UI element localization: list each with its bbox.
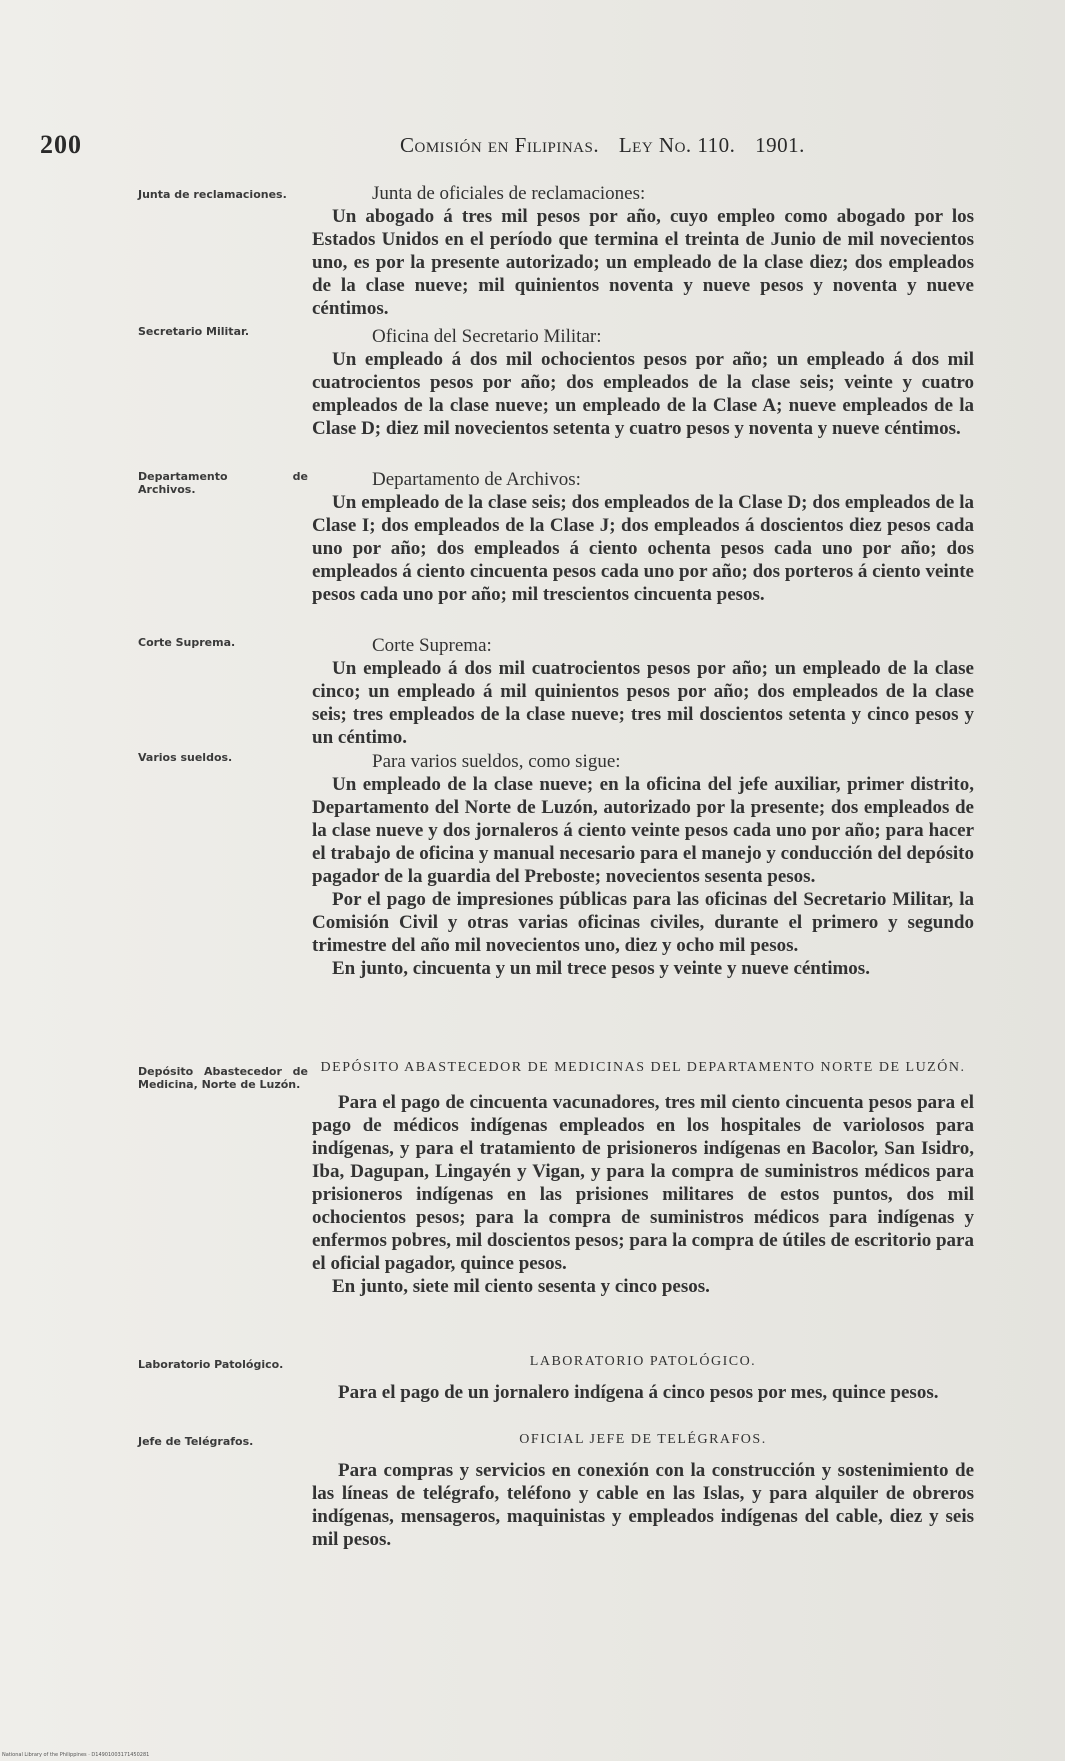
law-number: Ley No. 110. [618,133,736,157]
margin-note-junta: Junta de reclamaciones. [138,188,287,201]
section-heading: Para varios sueldos, como sigue: [372,751,621,772]
paragraph: En junto, siete mil ciento sesenta y cinco pesos. [332,1276,710,1297]
section-laboratorio [312,1352,974,1404]
section-heading: DEPÓSITO ABASTECEDOR DE MEDICINAS DEL DEPARTAMENTO NORTE DE LUZÓN. [320,1060,966,1075]
margin-note-telegrafos: Jefe de Telégrafos. [138,1435,254,1448]
paragraph: Por el pago de impresiones públicas para las oficinas del Secretario Militar, la Comisión Civil y otras varias oficinas civiles, durante el primero y segundo trimestre del año mil novecientos uno, diez y ocho mil pesos. [312,889,974,956]
section-corte [312,634,974,749]
section-heading: Oficina del Secretario Militar: [372,326,602,347]
margin-note-archivos: Departamento de Archivos. [138,470,308,496]
page-number: 200 [40,130,82,159]
section-varios [312,750,974,980]
year: 1901. [755,133,805,157]
margin-note-laboratorio: Laboratorio Patológico. [138,1358,284,1371]
paragraph: En junto, cincuenta y un mil trece pesos y veinte y nueve céntimos. [332,958,870,979]
margin-note-corte: Corte Suprema. [138,636,236,649]
paragraph: Para compras y servicios en conexión con la construcción y sostenimiento de las líneas de telégrafo, teléfono y cable en las Islas, y para alquiler de obreros indígenas, mensageros, maquinistas y empleados indígenas del cable, diez y seis mil pesos. [312,1460,974,1550]
paragraph: Un empleado á dos mil cuatrocientos pesos por año; un empleado de la clase cinco; un empleado á mil quinientos pesos por año; dos empleados de la clase seis; tres empleados de la clase nueve; tres mil doscientos setenta y cinco pesos y un céntimo. [312,658,974,748]
section-telegrafos [312,1430,974,1551]
margin-note-secretario: Secretario Militar. [138,325,250,338]
running-title: Comisión en Filipinas. [400,133,600,157]
paragraph: Un empleado á dos mil ochocientos pesos por año; un empleado á dos mil cuatrocientos pesos por año; dos empleados de la clase seis; veinte y cuatro empleados de la clase nueve; un empleado de la Clase A; nueve empleados de la Clase D; diez mil novecientos setenta y cuatro pesos y noventa y nueve céntimos. [312,349,974,439]
paragraph: Un empleado de la clase seis; dos empleados de la Clase D; dos empleados de la Clase I; dos empleados de la Clase J; dos empleados á doscientos diez pesos cada uno por año; dos empleados á ciento ochenta pesos cada uno por año; dos empleados á ciento cincuenta pesos cada uno por año; dos porteros á ciento veinte pesos cada uno por año; mil trescientos cincuenta pesos. [312,492,974,605]
section-junta [312,182,974,320]
running-header [400,133,805,158]
paragraph: Para el pago de cincuenta vacunadores, tres mil ciento cincuenta pesos para el pago de médicos indígenas empleados en los hospitales de variolosos para indígenas, y para el tratamiento de prisioneros indígenas en Bacolor, San Isidro, Iba, Dagupan, Lingayén y Vigan, y para la compra de suministros médicos para prisioneros indígenas en las prisiones militares de estos puntos, dos mil ochocientos pesos; para la compra de suministros médicos para indígenas y enfermos pobres, mil doscientos pesos; para la compra de útiles de escritorio para el oficial pagador, quince pesos. [312,1092,974,1274]
paragraph: Para el pago de un jornalero indígena á cinco pesos por mes, quince pesos. [338,1382,939,1403]
paragraph: Un empleado de la clase nueve; en la oficina del jefe auxiliar, primer distrito, Departamento del Norte de Luzón, autorizado por la presente; dos empleados de la clase nueve y dos jornaleros á ciento veinte pesos cada uno por año; para hacer el trabajo de oficina y manual necesario para el manejo y conducción del depósito pagador de la guardia del Preboste; novecientos sesenta pesos. [312,774,974,887]
scan-credit: National Library of the Philippines · D14901003171450281 [2,1752,150,1758]
section-heading: Corte Suprema: [372,635,492,656]
section-deposito [312,1058,974,1298]
section-heading: Departamento de Archivos: [372,469,581,490]
section-heading: Junta de oficiales de reclamaciones: [372,183,646,204]
section-heading: OFICIAL JEFE DE TELÉGRAFOS. [519,1432,767,1447]
section-secretario [312,325,974,440]
paragraph: Un abogado á tres mil pesos por año, cuyo empleo como abogado por los Estados Unidos en el período que termina el treinta de Junio de mil novecientos uno, es por la presente autorizado; un empleado de la clase diez; dos empleados de la clase nueve; mil quinientos noventa y nueve pesos y noventa y nueve céntimos. [312,206,974,319]
margin-note-varios: Varios sueldos. [138,751,233,764]
section-archivos [312,468,974,606]
section-heading: LABORATORIO PATOLÓGICO. [529,1354,757,1369]
margin-note-deposito: Depósito Abastecedor de Medicina, Norte de Luzón. [138,1065,308,1091]
